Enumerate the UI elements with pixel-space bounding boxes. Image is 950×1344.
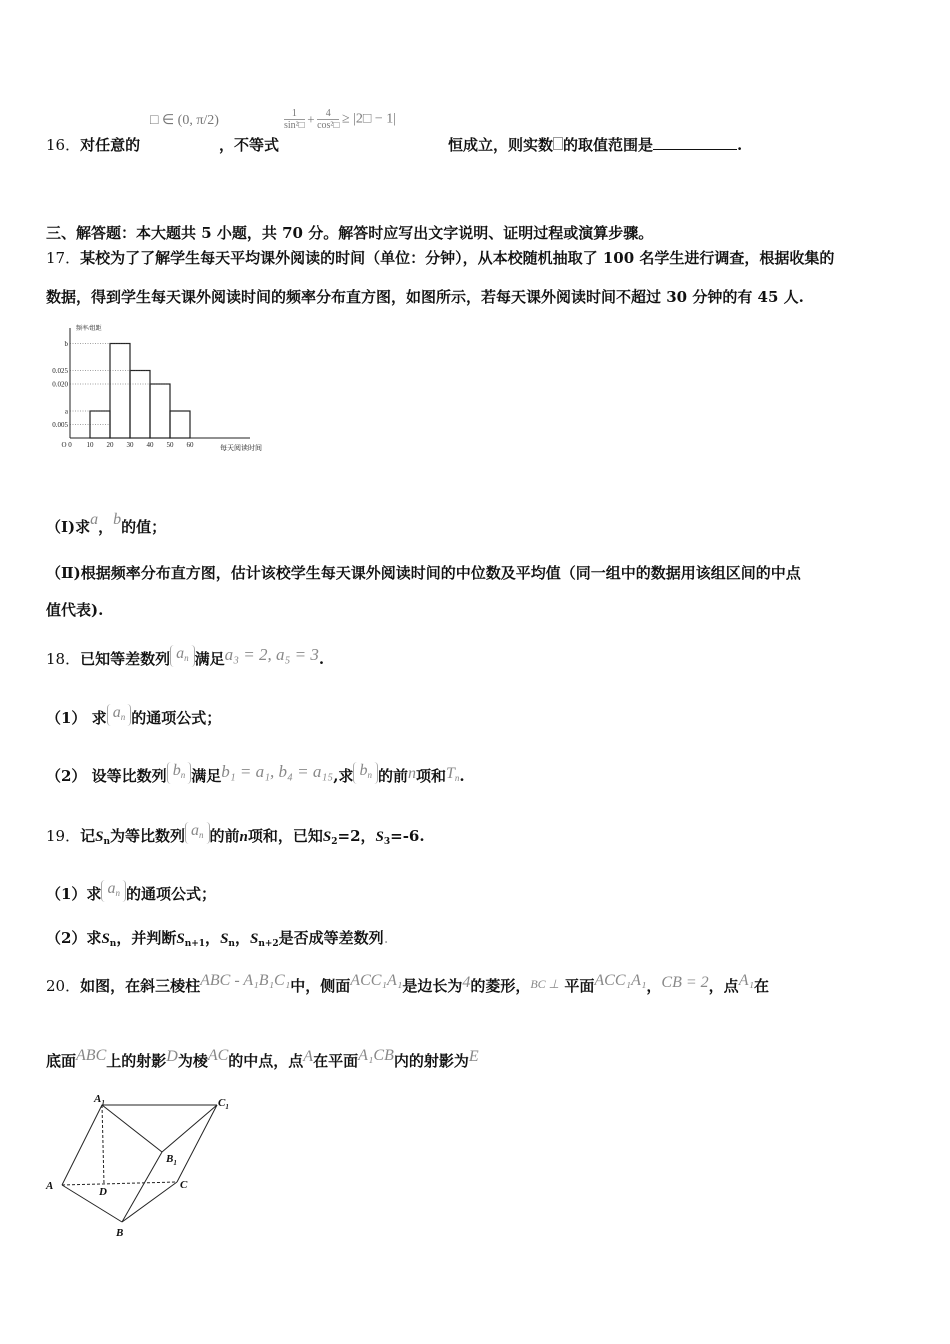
section3-heading: 三、解答题：本大题共 5 小题，共 70 分。解答时应写出文字说明、证明过程或演算步骤。 [46,224,654,242]
edge-A1-D [102,1105,104,1184]
x-tick-label: 0 [68,441,72,449]
q18-line: 18．已知等差数列 $a_n$ 满足a₃ = 2, a₅ = 3. [46,645,325,668]
edge-B-C [122,1182,177,1222]
q17-part2-line1: （Ⅱ)根据频率分布直方图，估计该校学生每天课外阅读时间的中位数及平均值（同一组中的数据用该组区间的中点 [46,564,801,582]
label-A1: $A_1$ [94,1093,105,1107]
x-tick-label: 30 [126,441,134,449]
histogram-bar [110,344,130,439]
frac2: $\frac{4}{\text{cos²□}}$ [317,108,340,131]
label-B: B [116,1227,124,1239]
x-tick-label: 60 [186,441,194,449]
q20-line1: 20．如图，在斜三棱柱ABC - A₁B₁C₁中，侧面ACC₁A₁是边长为4的菱形，$^{BC \perp}$ 平面ACC₁A₁，CB = 2，点A₁在 [46,972,770,995]
seq-an-4: $a_n$ [101,880,126,902]
y-tick-label: b [64,340,68,348]
label-B1: $B_1$ [166,1153,177,1167]
Tn: $T_n$ [445,765,460,783]
edge-A-C [62,1182,177,1185]
label-C1: $C_1$ [218,1097,229,1111]
q19-line: 19．记$S_n$为等比数列 $a_n$ 的前n项和，已知$S_2=2$，$S_3=-6$. [46,822,425,847]
variable-box [553,137,563,150]
x-axis-label: 每天阅读时间 [220,444,262,452]
q17-part2-line2: 值代表). [46,601,104,619]
histogram-bar [130,371,150,439]
edge-B1-B [122,1152,162,1222]
y-tick-label: 0.005 [52,421,68,429]
q18-part2: （2） 设等比数列 $b_n$ 满足b₁ = a₁, b₄ = a₁₅,求 $b_n$ 的前n项和$T_n$. [46,762,465,785]
histogram-bar [170,411,190,438]
q16-line [46,134,140,155]
histogram-bar [150,384,170,438]
q16-cond-math: □ ∈ (0, π/2) [150,113,219,128]
seq-an: $a_n$ [170,645,195,667]
q17-line1: 17．某校为了了解学生每天平均课外阅读的时间（单位：分钟），从本校随机抽取了 100 名学生进行调查，根据收集的 [46,249,835,267]
q16-text1: 对任意的 [80,136,141,154]
answer-blank [653,137,737,150]
seq-an-2: $a_n$ [107,704,132,726]
label-D: D [99,1186,107,1198]
origin-label: O [61,441,67,449]
y-tick-label: 0.020 [52,380,68,389]
q17-part1: （Ⅰ)求a，b的值； [46,511,167,536]
y-axis-label: 频率/组距 [76,326,102,332]
q16-number: 16． [46,136,81,154]
prism-figure [42,1092,252,1242]
edge-A-B [62,1185,122,1222]
label-C: C [180,1179,188,1191]
q19-part2: （2）求$S_n$，并判断$S_{n+1}$，$S_n$，$S_{n+2}$是否成等差数列. [46,929,389,949]
seq-bn-2: $b_n$ [353,762,378,784]
q19-part1: （1）求 $a_n$ 的通项公式； [46,880,216,903]
q16-rest: 恒成立，则实数 的取值范围是 . [448,136,743,154]
y-tick-label: 0.025 [52,367,68,375]
label-A: A [46,1180,54,1192]
histogram-chart [44,320,274,460]
edge-B1-C1 [162,1105,217,1152]
q17-line2: 数据，得到学生每天课外阅读时间的频率分布直方图，如图所示，若每天课外阅读时间不超过 30 分钟的有 45 人. [46,288,804,306]
edge-A1-B1 [102,1105,162,1152]
x-tick-label: 40 [146,441,154,449]
x-tick-label: 50 [166,441,174,449]
q18-part1: （1） 求 $a_n$ 的通项公式； [46,704,222,727]
seq-an-3: $a_n$ [185,822,210,844]
q16-inequality: $\frac{1}{\text{sin²□}}$ + $\frac{4}{\text{cos²□}}$ ≥ |2□ − 1| [284,108,397,131]
seq-bn: $b_n$ [167,762,192,784]
x-tick-label: 10 [86,441,94,449]
y-tick-label: a [64,407,68,416]
q20-line2: 底面ABC上的射影D为棱AC的中点，点A在平面A₁CB内的射影为E [46,1047,479,1070]
x-tick-label: 20 [106,441,114,449]
edge-C1-C [177,1105,217,1182]
frac1: $\frac{1}{\text{sin²□}}$ [284,108,305,131]
edge-A-A1 [62,1105,102,1185]
q16-text2: ，不等式 [219,136,280,154]
